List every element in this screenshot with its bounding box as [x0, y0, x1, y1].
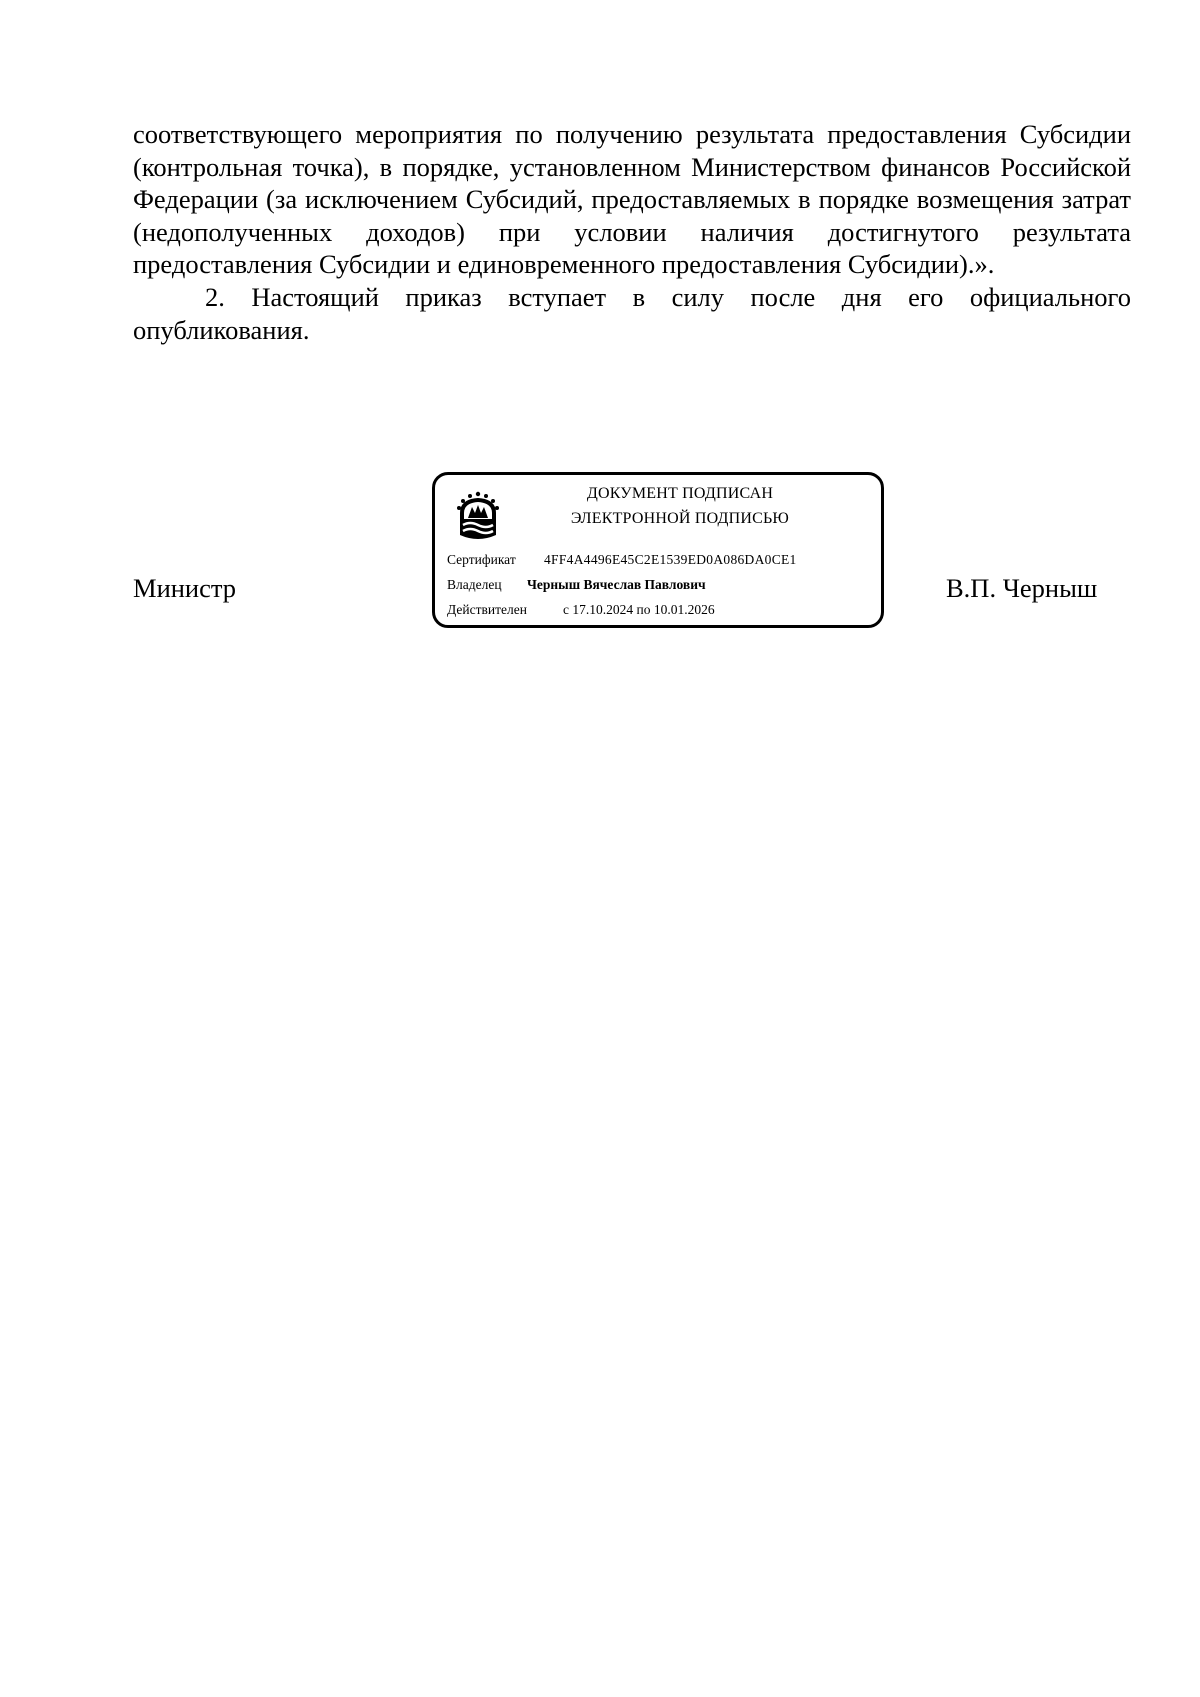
owner-value: Черныш Вячеслав Павлович — [527, 577, 706, 592]
stamp-owner-row — [447, 577, 706, 593]
validity-label: Действителен — [447, 602, 527, 617]
certificate-label: Сертификат — [447, 552, 516, 567]
signer-position: Министр — [133, 573, 237, 603]
stamp-validity-row — [447, 602, 715, 618]
owner-label: Владелец — [447, 577, 502, 592]
signer-name: В.П. Черныш — [946, 573, 1098, 603]
paragraph-continuation: соответствующего мероприятия по получению результата предоставления Субсидии (контрольная точка), в порядке, установленном Министерством финансов Российской Федерации (за исключением Субсидий, предоставляемых в порядке возмещения затрат (недополученных доходов) при условии наличия достигнутого результата предоставления Субсидии и единовременного предоставления Субсидии).». — [133, 119, 1131, 280]
validity-value: с 17.10.2024 по 10.01.2026 — [563, 602, 715, 617]
stamp-heading-line1: ДОКУМЕНТ ПОДПИСАН — [586, 485, 774, 502]
certificate-value: 4FF4A4496E45C2E1539ED0A086DA0CE1 — [544, 552, 797, 567]
regional-coat-of-arms-icon — [450, 485, 506, 545]
paragraph-effective-date: 2. Настоящий приказ вступает в силу после дня его официального опубликования. — [133, 281, 1131, 345]
stamp-heading-line2: ЭЛЕКТРОННОЙ ПОДПИСЬЮ — [570, 510, 790, 527]
stamp-certificate-row — [447, 552, 797, 568]
electronic-signature-stamp — [432, 472, 884, 628]
